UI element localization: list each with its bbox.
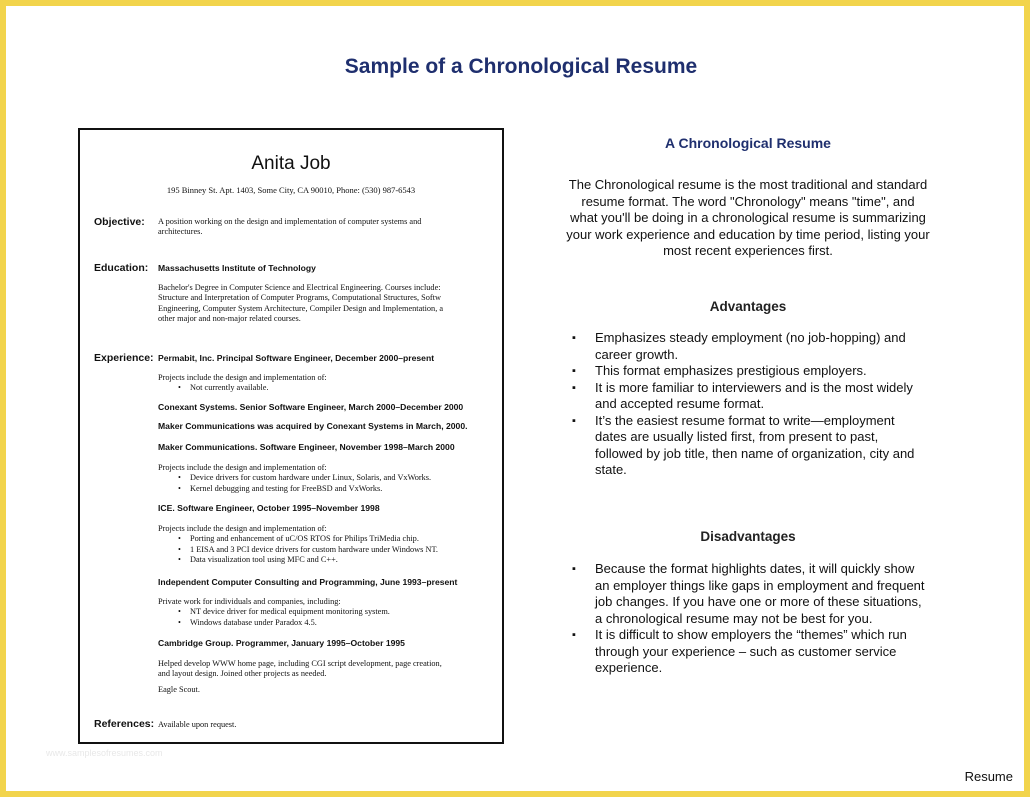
job-heading: Maker Communications was acquired by Conexant Systems in March, 2000. [158,421,468,431]
advantage-item: ▪ It is more familiar to interviewers and is the most widely and accepted resume format. [572,380,928,413]
education-line: Structure and Interpretation of Computer Programs, Computational Structures, Softw [158,293,441,303]
job-heading: Maker Communications. Software Engineer, November 1998–March 2000 [158,442,455,452]
projects-intro: Projects include the design and implementation of: [158,463,327,472]
projects-intro: Projects include the design and implementation of: [158,373,327,382]
job-projects [158,373,496,394]
project-bullet: • Kernel debugging and testing for FreeBSD and VxWorks. [158,484,496,494]
projects-intro: Projects include the design and implementation of: [158,524,327,533]
corner-label: Resume [964,769,1013,784]
project-bullet: • 1 EISA and 3 PCI device drivers for custom hardware under Windows NT. [158,545,496,555]
projects-intro: Private work for individuals and companies, including: [158,597,341,606]
experience-label: Experience: [94,352,154,364]
intro-paragraph: The Chronological resume is the most traditional and standard resume format. The word "Chronology" means "time", and what you'll be doing in a chronological resume is summarizing your work experience and education by time period, listing your most recent experiences first. [566,177,930,258]
description-line: Eagle Scout. [158,684,200,694]
resume-name: Anita Job [251,153,331,174]
project-bullet: • Device drivers for custom hardware under Linux, Solaris, and VxWorks. [158,473,496,483]
job-heading: Permabit, Inc. Principal Software Engineer, December 2000–present [158,353,435,363]
job-description [158,659,496,695]
objective-line: architectures. [158,227,203,237]
description-line: Helped develop WWW home page, including CGI script development, page creation, [158,659,442,668]
job-heading: Conexant Systems. Senior Software Engineer, March 2000–December 2000 [158,402,464,412]
page-title: Sample of a Chronological Resume [344,55,698,78]
advantage-item: ▪ This format emphasizes prestigious employers. [572,363,928,380]
job-heading: Independent Computer Consulting and Programming, June 1993–present [158,577,458,587]
advantages-heading: Advantages [709,299,787,314]
project-bullet: • Not currently available. [158,383,496,393]
resume-address: 195 Binney St. Apt. 1403, Some City, CA 90010, Phone: (530) 987-6543 [166,185,416,195]
education-label: Education: [94,262,149,274]
objective-text [158,217,496,238]
objective-line: A position working on the design and implementation of computer systems and [158,217,422,226]
job-projects [158,463,496,494]
disadvantages-heading: Disadvantages [700,529,796,544]
objective-label: Objective: [94,216,145,228]
disadvantages-list [572,561,928,677]
project-bullet: • Porting and enhancement of uC/OS RTOS for Philips TriMedia chip. [158,534,496,544]
job-projects [158,524,496,566]
education-school: Massachusetts Institute of Technology [158,263,316,273]
advantage-item: ▪ Emphasizes steady employment (no job-hopping) and career growth. [572,330,928,363]
references-label: References: [94,718,155,730]
project-bullet: • Windows database under Paradox 4.5. [158,618,496,628]
advantage-item: ▪ It’s the easiest resume format to write—employment dates are usually listed first, from present to past, followed by job title, then name of organization, city and state. [572,413,928,479]
education-line: other major and non-major related courses. [158,314,301,324]
description-line: and layout design. Joined other projects as needed. [158,669,327,679]
education-line: Engineering, Computer System Architecture, Compiler Design and Implementation, a [158,303,444,313]
disadvantage-item: ▪ It is difficult to show employers the “themes” which run through your experience – such as customer service experience. [572,627,928,677]
project-bullet: • Data visualization tool using MFC and C++. [158,555,496,565]
resume-sample [78,128,504,744]
project-bullet: • NT device driver for medical equipment monitoring system. [158,607,496,617]
education-text [158,283,496,325]
section-title: A Chronological Resume [665,135,831,151]
references-text: Available upon request. [158,720,237,729]
job-projects [158,597,496,628]
job-heading: ICE. Software Engineer, October 1995–November 1998 [158,503,380,513]
watermark-text: www.samplesofresumes.com [46,748,163,758]
advantages-list [572,330,928,479]
education-line: Bachelor's Degree in Computer Science and Electrical Engineering. Courses include: [158,283,441,292]
job-heading: Cambridge Group. Programmer, January 1995–October 1995 [158,638,405,648]
disadvantage-item: ▪ Because the format highlights dates, it will quickly show an employer things like gaps in employment and frequent job changes. If you have one or more of these situations, a chronological resume may not be best for you. [572,561,928,627]
